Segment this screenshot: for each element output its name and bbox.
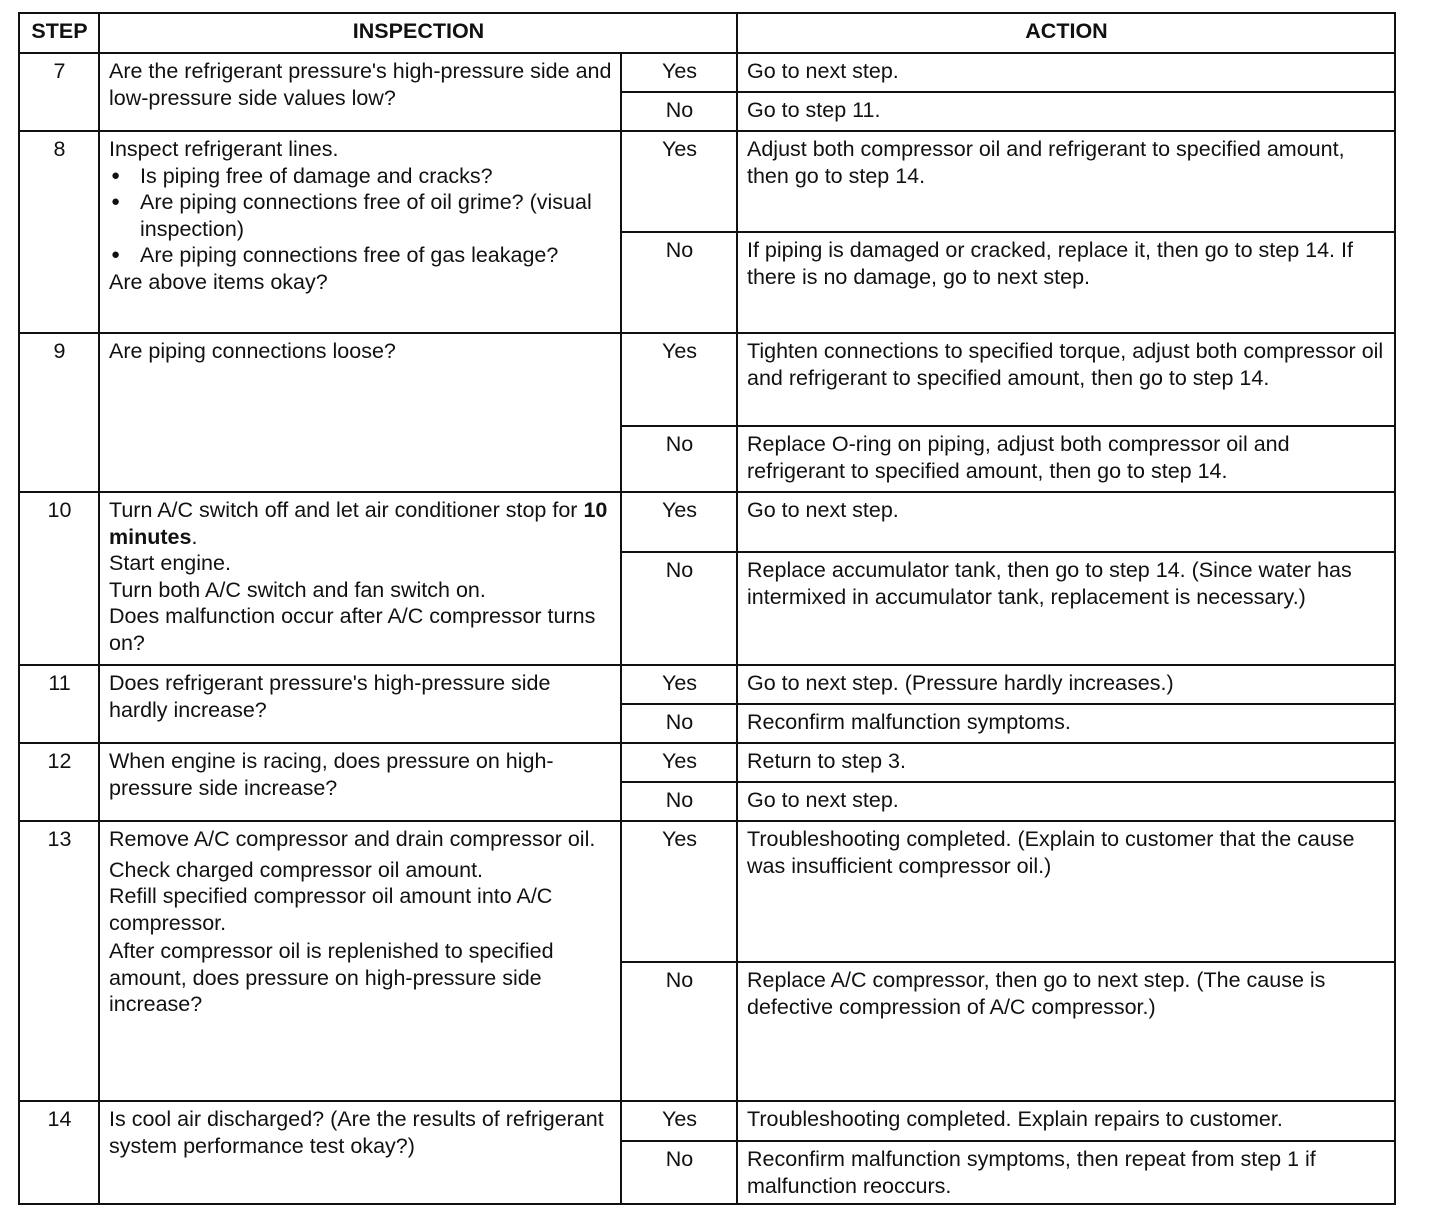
table-row: [19, 821, 1395, 962]
no-action: Replace accumulator tank, then go to step 14. (Since water has intermixed in accumulator tank, replacement is necessary.): [737, 552, 1395, 665]
step-number: 7: [19, 53, 99, 131]
no-action: Go to step 11.: [737, 92, 1395, 131]
inspection-text: When engine is racing, does pressure on high-pressure side increase?: [109, 749, 554, 800]
inspection-text: Are piping connections loose?: [109, 339, 396, 363]
inspection-text: Remove A/C compressor and drain compressor oil.: [109, 827, 596, 851]
inspection-cell: [99, 665, 621, 743]
table-row: [19, 492, 1395, 552]
table-row: [19, 743, 1395, 782]
yes-action: Go to next step.: [737, 492, 1395, 552]
inspection-cell: [99, 131, 621, 333]
yes-action: Go to next step. (Pressure hardly increases.): [737, 665, 1395, 704]
yes-action: Troubleshooting completed. Explain repairs to customer.: [737, 1101, 1395, 1141]
step-number: 12: [19, 743, 99, 821]
no-action: Replace O-ring on piping, adjust both compressor oil and refrigerant to specified amount, then go to step 14.: [737, 426, 1395, 492]
inspection-cell: [99, 821, 621, 1101]
step-number: 8: [19, 131, 99, 333]
no-action: If piping is damaged or cracked, replace it, then go to step 14. If there is no damage, go to next step.: [737, 232, 1395, 333]
yes-label: Yes: [621, 492, 737, 552]
step-number: 9: [19, 333, 99, 492]
inspection-cell: [99, 333, 621, 492]
no-action: Reconfirm malfunction symptoms.: [737, 704, 1395, 743]
inspection-text: Are above items okay?: [109, 269, 328, 294]
inspection-text: Does malfunction occur after A/C compressor turns on?: [109, 604, 596, 655]
inspection-text: Is cool air discharged? (Are the results of refrigerant system performance test okay?): [109, 1107, 604, 1158]
inspection-text: Check charged compressor oil amount.: [109, 857, 484, 882]
inspection-text: Does refrigerant pressure's high-pressure side hardly increase?: [109, 671, 551, 722]
action-header: ACTION: [737, 13, 1395, 53]
inspection-cell: [99, 53, 621, 131]
yes-label: Yes: [621, 665, 737, 704]
yes-action: Adjust both compressor oil and refrigerant to specified amount, then go to step 14.: [737, 131, 1395, 232]
inspection-text: After compressor oil is replenished to specified amount, does pressure on high-pressure side increase?: [109, 939, 554, 1016]
step-number: 13: [19, 821, 99, 1101]
inspection-text: Refill specified compressor oil amount into A/C compressor.: [109, 884, 553, 935]
inspection-text: Turn both A/C switch and fan switch on.: [109, 577, 486, 602]
step-header: STEP: [19, 13, 99, 53]
yes-label: Yes: [621, 821, 737, 962]
inspection-cell: [99, 1101, 621, 1204]
no-label: No: [621, 552, 737, 665]
inspection-header: INSPECTION: [99, 13, 737, 53]
no-label: No: [621, 1141, 737, 1204]
inspection-text: Inspect refrigerant lines.: [109, 137, 339, 161]
step-number: 10: [19, 492, 99, 665]
yes-label: Yes: [621, 1101, 737, 1141]
step-number: 14: [19, 1101, 99, 1204]
inspection-cell: [99, 492, 621, 665]
no-label: No: [621, 426, 737, 492]
bullet-item: ● Are piping connections free of oil grime? (visual inspection): [109, 189, 612, 242]
step-number: 11: [19, 665, 99, 743]
yes-action: Tighten connections to specified torque, adjust both compressor oil and refrigerant to specified amount, then go to step 14.: [737, 333, 1395, 426]
yes-action: Return to step 3.: [737, 743, 1395, 782]
table-row: [19, 53, 1395, 92]
yes-action: Go to next step.: [737, 53, 1395, 92]
inspection-text: Are the refrigerant pressure's high-pressure side and low-pressure side values low?: [109, 59, 612, 110]
no-label: No: [621, 232, 737, 333]
table-row: [19, 1101, 1395, 1141]
yes-label: Yes: [621, 131, 737, 232]
yes-label: Yes: [621, 743, 737, 782]
header-row: [19, 13, 1395, 53]
table-row: [19, 131, 1395, 232]
no-label: No: [621, 92, 737, 131]
table-row: [19, 665, 1395, 704]
no-action: Reconfirm malfunction symptoms, then repeat from step 1 if malfunction reoccurs.: [737, 1141, 1395, 1204]
no-label: No: [621, 782, 737, 821]
inspection-text: Turn A/C switch off and let air conditioner stop for 10 minutes.: [109, 498, 608, 549]
troubleshooting-table: [18, 12, 1396, 1205]
no-action: Replace A/C compressor, then go to next step. (The cause is defective compression of A/C compressor.): [737, 962, 1395, 1101]
inspection-text: Start engine.: [109, 551, 231, 575]
no-label: No: [621, 704, 737, 743]
no-action: Go to next step.: [737, 782, 1395, 821]
bold-duration: 10 minutes: [109, 498, 608, 549]
bullet-item: ● Are piping connections free of gas leakage?: [109, 242, 612, 269]
yes-label: Yes: [621, 53, 737, 92]
table-row: [19, 333, 1395, 426]
inspection-cell: [99, 743, 621, 821]
bullet-item: ● Is piping free of damage and cracks?: [109, 163, 612, 190]
yes-label: Yes: [621, 333, 737, 426]
no-label: No: [621, 962, 737, 1101]
yes-action: Troubleshooting completed. (Explain to customer that the cause was insufficient compressor oil.): [737, 821, 1395, 962]
